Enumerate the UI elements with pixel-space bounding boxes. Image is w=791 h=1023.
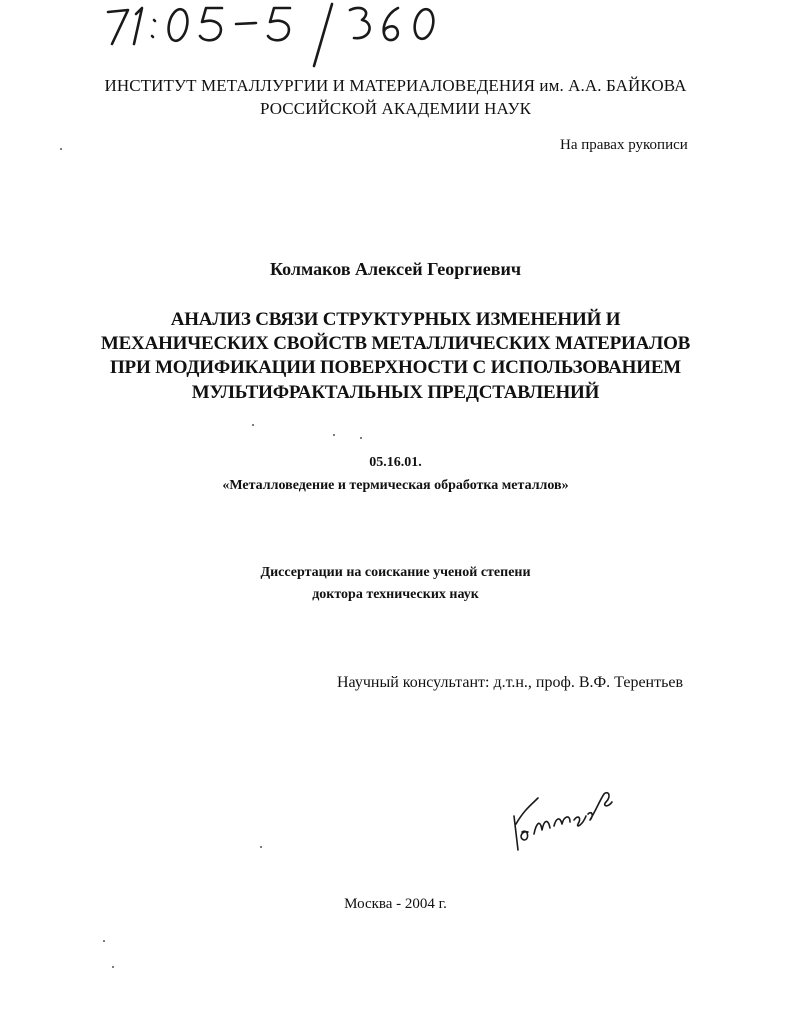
title-line-3: ПРИ МОДИФИКАЦИИ ПОВЕРХНОСТИ С ИСПОЛЬЗОВАНИЕМ bbox=[109, 357, 682, 378]
institute-name-line-1: ИНСТИТУТ МЕТАЛЛУРГИИ И МАТЕРИАЛОВЕДЕНИЯ им. А.А. БАЙКОВА bbox=[104, 76, 687, 95]
title-line-4: МУЛЬТИФРАКТАЛЬНЫХ ПРЕДСТАВЛЕНИЙ bbox=[191, 382, 600, 403]
scan-speck bbox=[333, 434, 335, 436]
author-name: Колмаков Алексей Георгиевич bbox=[270, 259, 521, 279]
scientific-consultant: Научный консультант: д.т.н., проф. В.Ф. Терентьев bbox=[337, 674, 684, 691]
specialty-name: «Металловедение и термическая обработка металлов» bbox=[222, 478, 569, 493]
title-line-1: АНАЛИЗ СВЯЗИ СТРУКТУРНЫХ ИЗМЕНЕНИЙ И bbox=[170, 309, 621, 330]
scan-speck bbox=[260, 846, 262, 848]
scan-speck bbox=[60, 148, 62, 150]
rights-note: На правах рукописи bbox=[560, 137, 688, 153]
specialty-code: 05.16.01. bbox=[369, 455, 422, 470]
scan-speck bbox=[360, 437, 362, 439]
city-year: Москва - 2004 г. bbox=[344, 896, 447, 912]
degree-line-1: Диссертации на соискание ученой степени bbox=[260, 565, 531, 580]
degree-line-2: доктора технических наук bbox=[312, 587, 479, 602]
author-signature bbox=[500, 780, 630, 860]
title-line-2: МЕХАНИЧЕСКИХ СВОЙСТВ МЕТАЛЛИЧЕСКИХ МАТЕРИАЛОВ bbox=[100, 333, 691, 354]
archive-stamp-handwriting bbox=[0, 0, 470, 70]
scan-speck bbox=[252, 424, 254, 426]
institute-name-line-2: РОССИЙСКОЙ АКАДЕМИИ НАУК bbox=[259, 99, 532, 118]
scan-speck bbox=[103, 940, 105, 942]
scan-speck bbox=[112, 966, 114, 968]
